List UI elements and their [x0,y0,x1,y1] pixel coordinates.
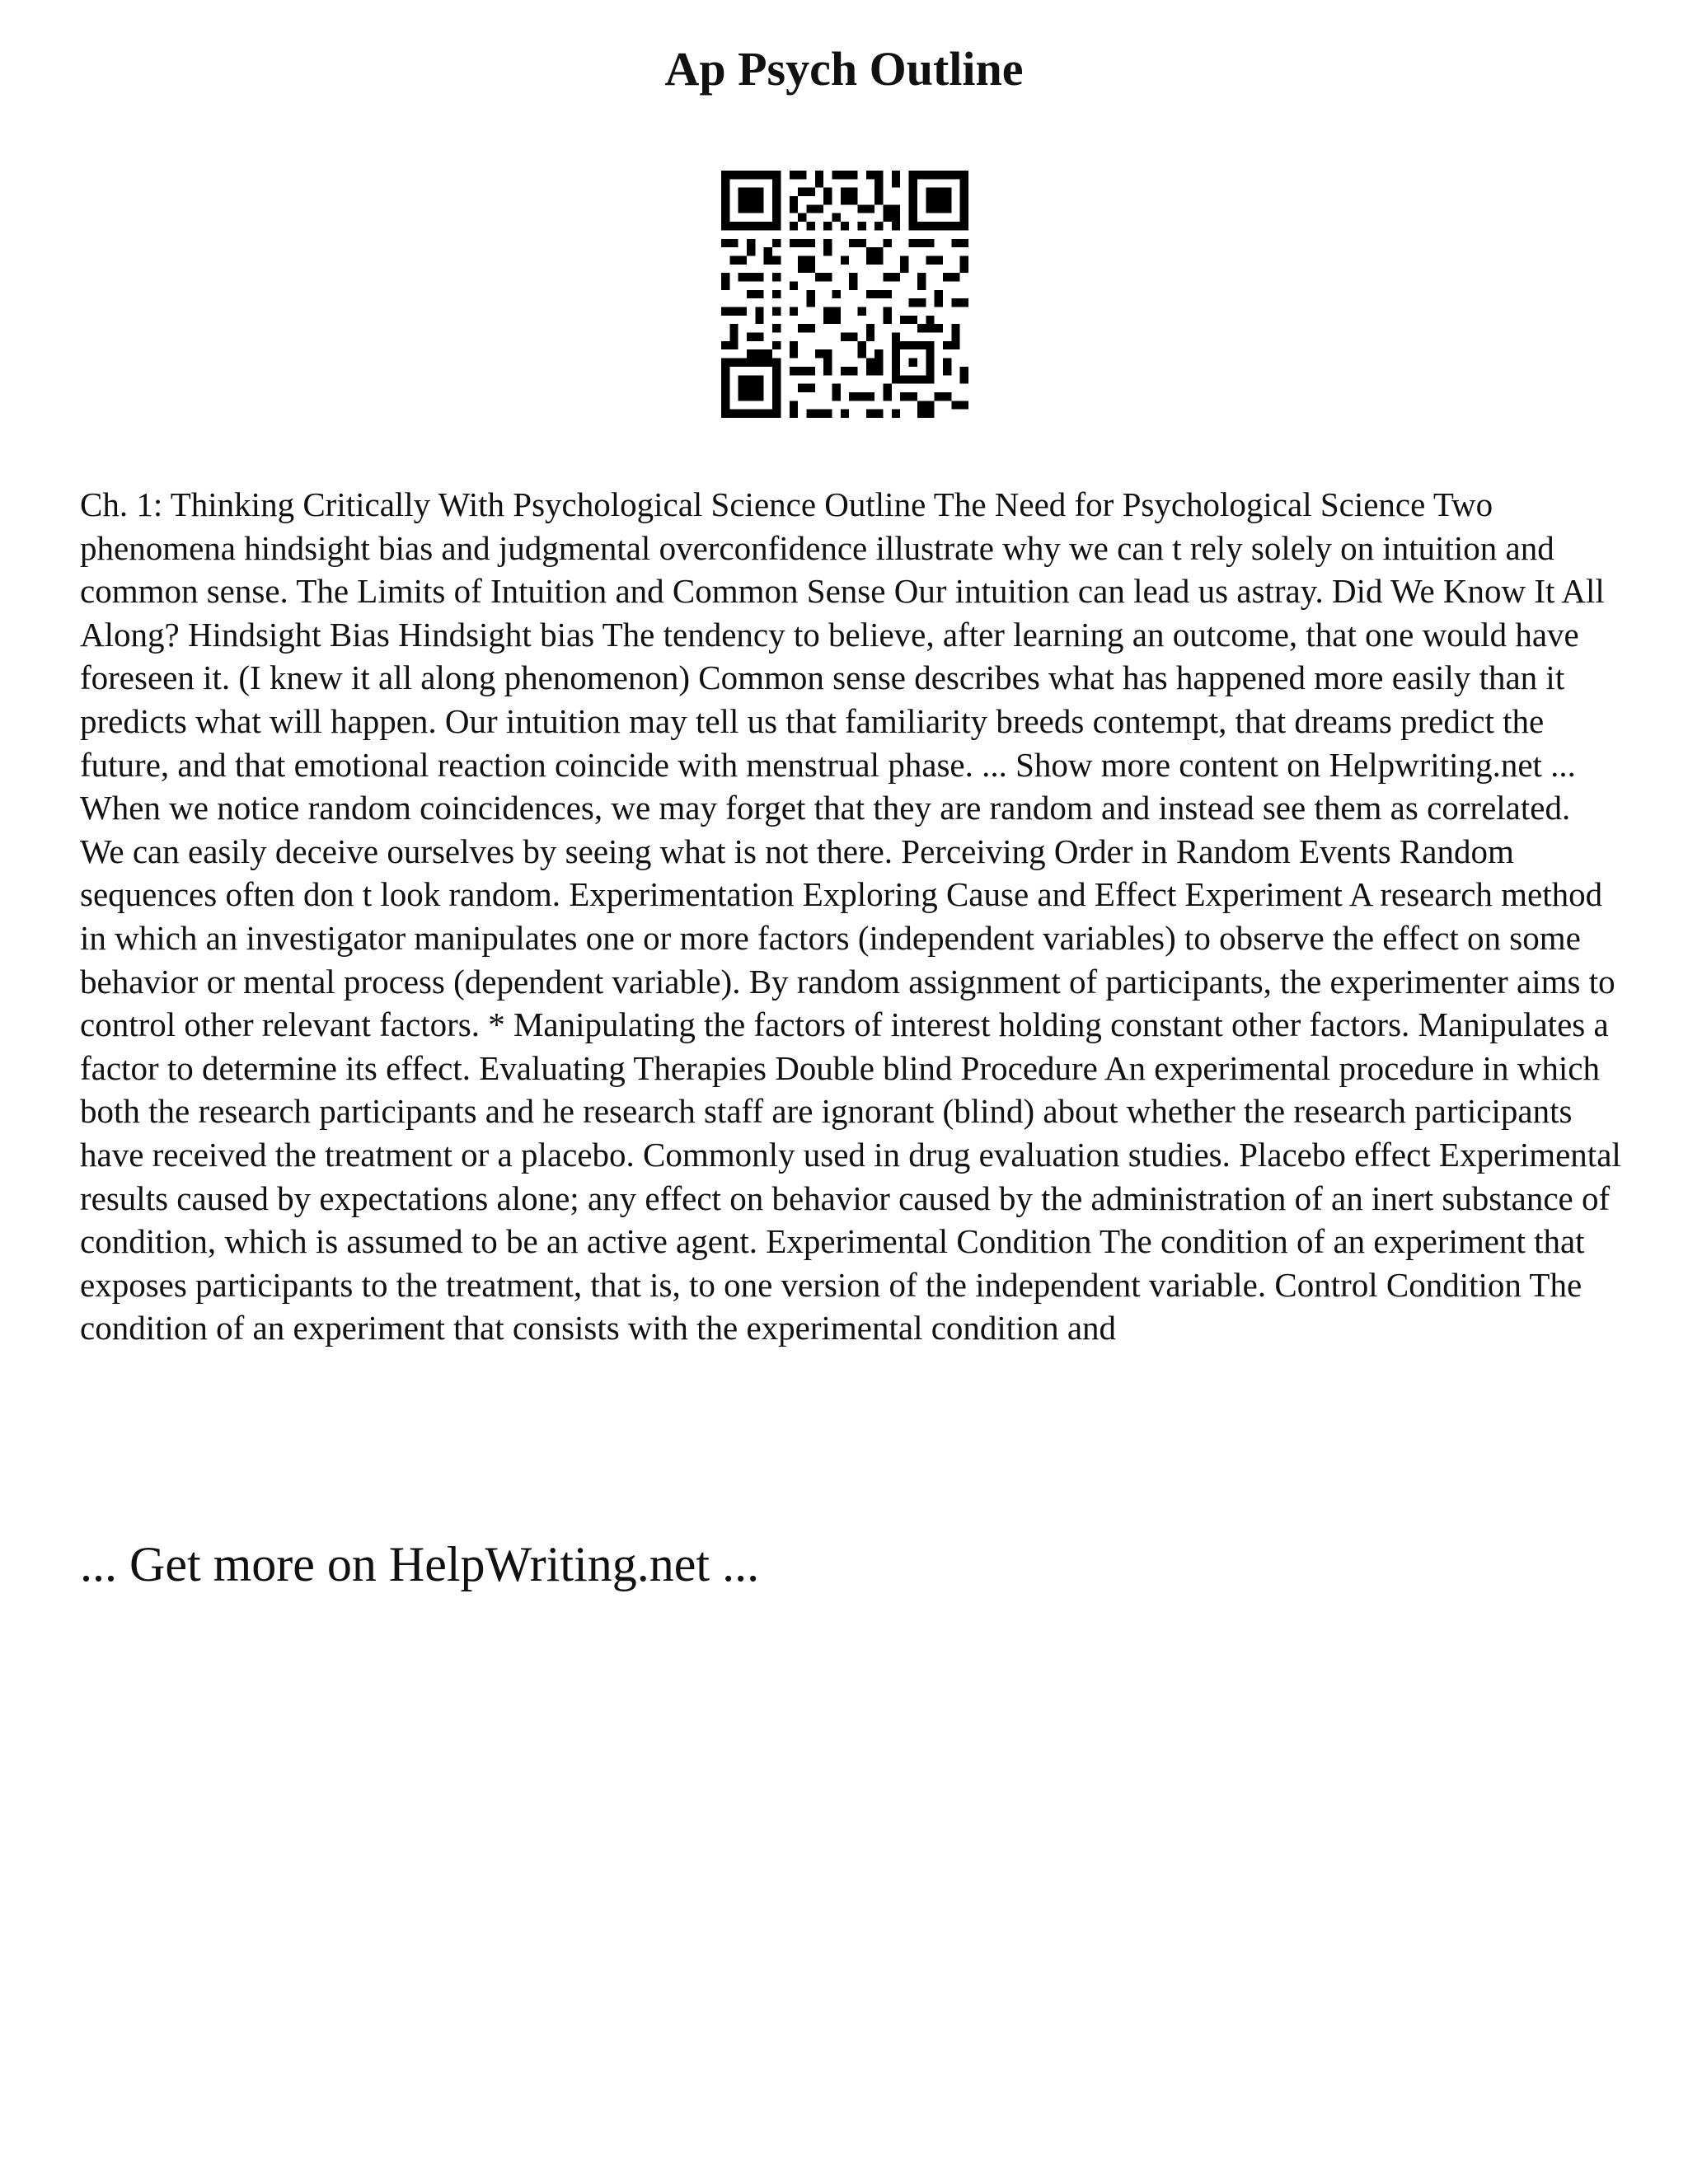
body-paragraph: Ch. 1: Thinking Critically With Psychological Science Outline The Need for Psychological Science Two phenomena hindsight bias and judgmental overconfidence illustrate why we can t rely solely on intuition and common sense. The Limits of Intuition and Common Sense Our intuition can lead us astray. Did We Know It All Along? Hindsight Bias Hindsight bias The tendency to believe, after learning an outcome, that one would have foreseen it. (I knew it all along phenomenon) Common sense describes what has happened more easily than it predicts what will happen. Our intuition may tell us that familiarity breeds contempt, that dreams predict the future, and that emotional reaction coincide with menstrual phase. ... Show more content on Helpwriting.net ... [80,485,1605,784]
qr-code-graphic [721,171,968,418]
qr-code-icon[interactable] [721,171,968,418]
document-body [80,483,1621,1350]
get-more-link[interactable]: ... Get more on HelpWriting.net ... [80,1537,760,1591]
page-title: Ap Psych Outline [664,42,1024,96]
body-paragraph: When we notice random coincidences, we may forget that they are random and instead see them as correlated. We can easily deceive ourselves by seeing what is not there. Perceiving Order in Random Events Random sequences often don t look random. Experimentation Exploring Cause and Effect Experiment A research method in which an investigator manipulates one or more factors (independent variables) to observe the effect on some behavior or mental process (dependent variable). By random assignment of participants, the experimenter aims to control other relevant factors. * Manipulating the factors of interest holding constant other factors. Manipulates a factor to determine its effect. Evaluating Therapies Double blind Procedure An experimental procedure in which both the research participants and he research staff are ignorant (blind) about whether the research participants have received the treatment or a placebo. Commonly used in drug evaluation studies. Placebo effect Experimental results caused by expectations alone; any effect on behavior caused by the administration of an inert substance of condition, which is assumed to be an active agent. Experimental Condition The condition of an experiment that exposes participants to the treatment, that is, to one version of the independent variable. Control Condition The condition of an experiment that consists with the experimental condition and [80,789,1621,1347]
